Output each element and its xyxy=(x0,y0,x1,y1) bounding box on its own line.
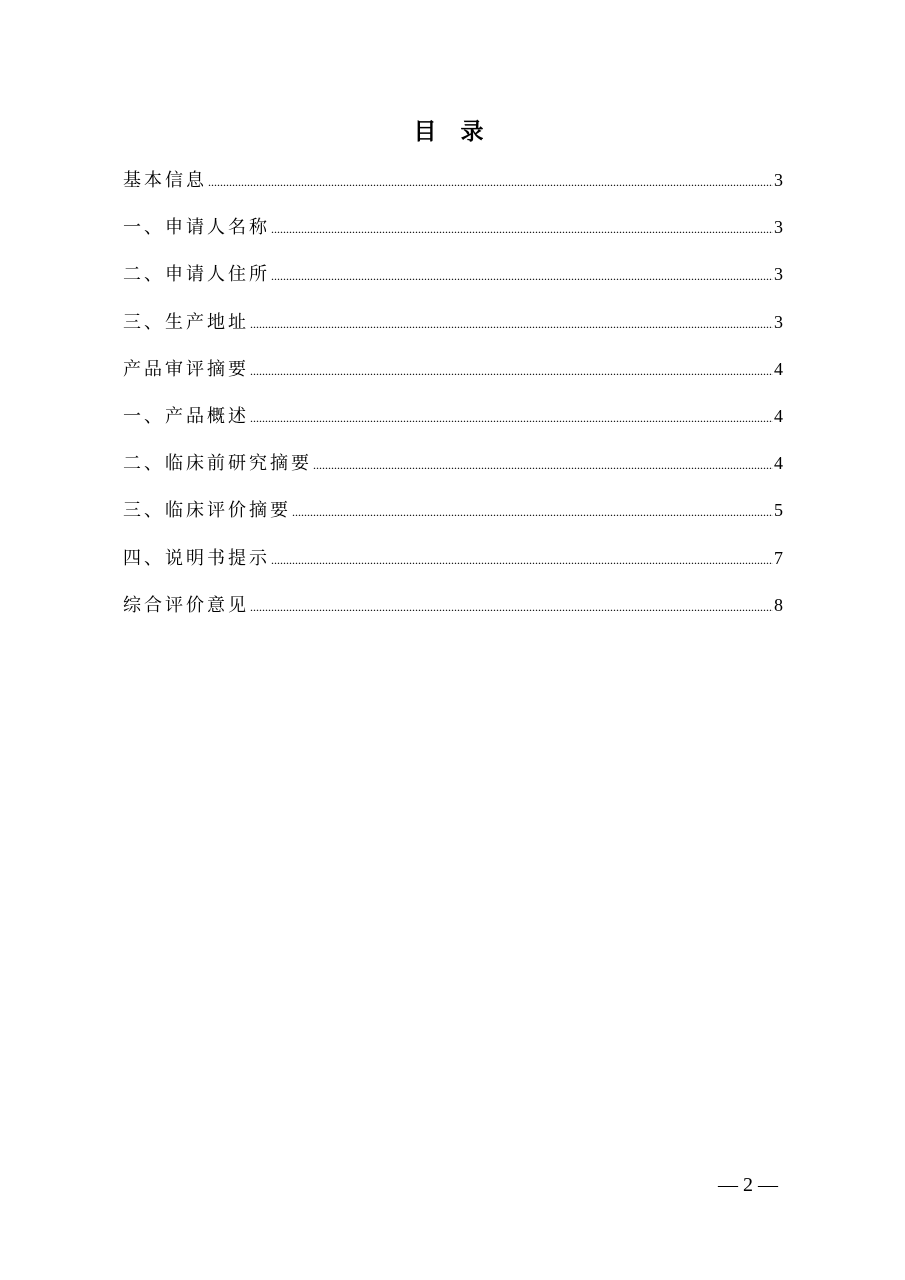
toc-dot-leader xyxy=(250,592,773,622)
table-of-contents xyxy=(123,165,783,637)
toc-entry-page-number: 7 xyxy=(774,547,783,568)
toc-entry[interactable] xyxy=(123,212,783,259)
toc-dot-leader xyxy=(292,497,773,527)
toc-entry-label: 产品审评摘要 xyxy=(123,358,249,380)
toc-entry-label: 基本信息 xyxy=(123,170,207,191)
toc-entry-page-number: 3 xyxy=(774,264,783,285)
toc-dot-leader xyxy=(271,261,773,291)
page-number-footer: — 2 — xyxy=(718,1174,778,1196)
toc-dot-leader xyxy=(271,214,773,244)
toc-entry[interactable] xyxy=(123,401,783,448)
page-title: 目 录 xyxy=(413,119,492,145)
toc-entry-page-number: 3 xyxy=(774,311,783,332)
toc-entry-label: 三、临床评价摘要 xyxy=(123,500,291,522)
toc-entry[interactable] xyxy=(123,259,783,306)
toc-entry-label: 三、生产地址 xyxy=(123,311,249,333)
toc-entry[interactable] xyxy=(123,354,783,401)
toc-entry-label: 二、申请人住所 xyxy=(123,264,270,286)
toc-dot-leader xyxy=(250,403,773,433)
toc-entry[interactable] xyxy=(123,307,783,354)
toc-entry-page-number: 5 xyxy=(774,500,783,521)
toc-entry[interactable] xyxy=(123,495,783,542)
toc-entry[interactable] xyxy=(123,448,783,495)
toc-entry-label: 一、产品概述 xyxy=(123,405,249,427)
toc-entry[interactable] xyxy=(123,543,783,590)
toc-dot-leader xyxy=(208,167,773,197)
toc-dot-leader xyxy=(271,545,773,575)
toc-entry-label: 四、说明书提示 xyxy=(123,547,270,569)
toc-entry-page-number: 8 xyxy=(774,594,783,615)
toc-entry-page-number: 3 xyxy=(774,217,783,238)
toc-dot-leader xyxy=(250,356,773,386)
toc-entry-page-number: 3 xyxy=(774,170,783,190)
toc-entry[interactable] xyxy=(123,165,783,212)
toc-entry-label: 综合评价意见 xyxy=(123,594,249,616)
toc-entry-label: 一、申请人名称 xyxy=(123,217,270,239)
toc-dot-leader xyxy=(250,309,773,339)
toc-entry-page-number: 4 xyxy=(774,358,783,379)
toc-entry-label: 二、临床前研究摘要 xyxy=(123,453,312,475)
toc-entry-page-number: 4 xyxy=(774,405,783,426)
toc-dot-leader xyxy=(313,450,773,480)
toc-entry[interactable] xyxy=(123,590,783,637)
toc-entry-page-number: 4 xyxy=(774,453,783,474)
